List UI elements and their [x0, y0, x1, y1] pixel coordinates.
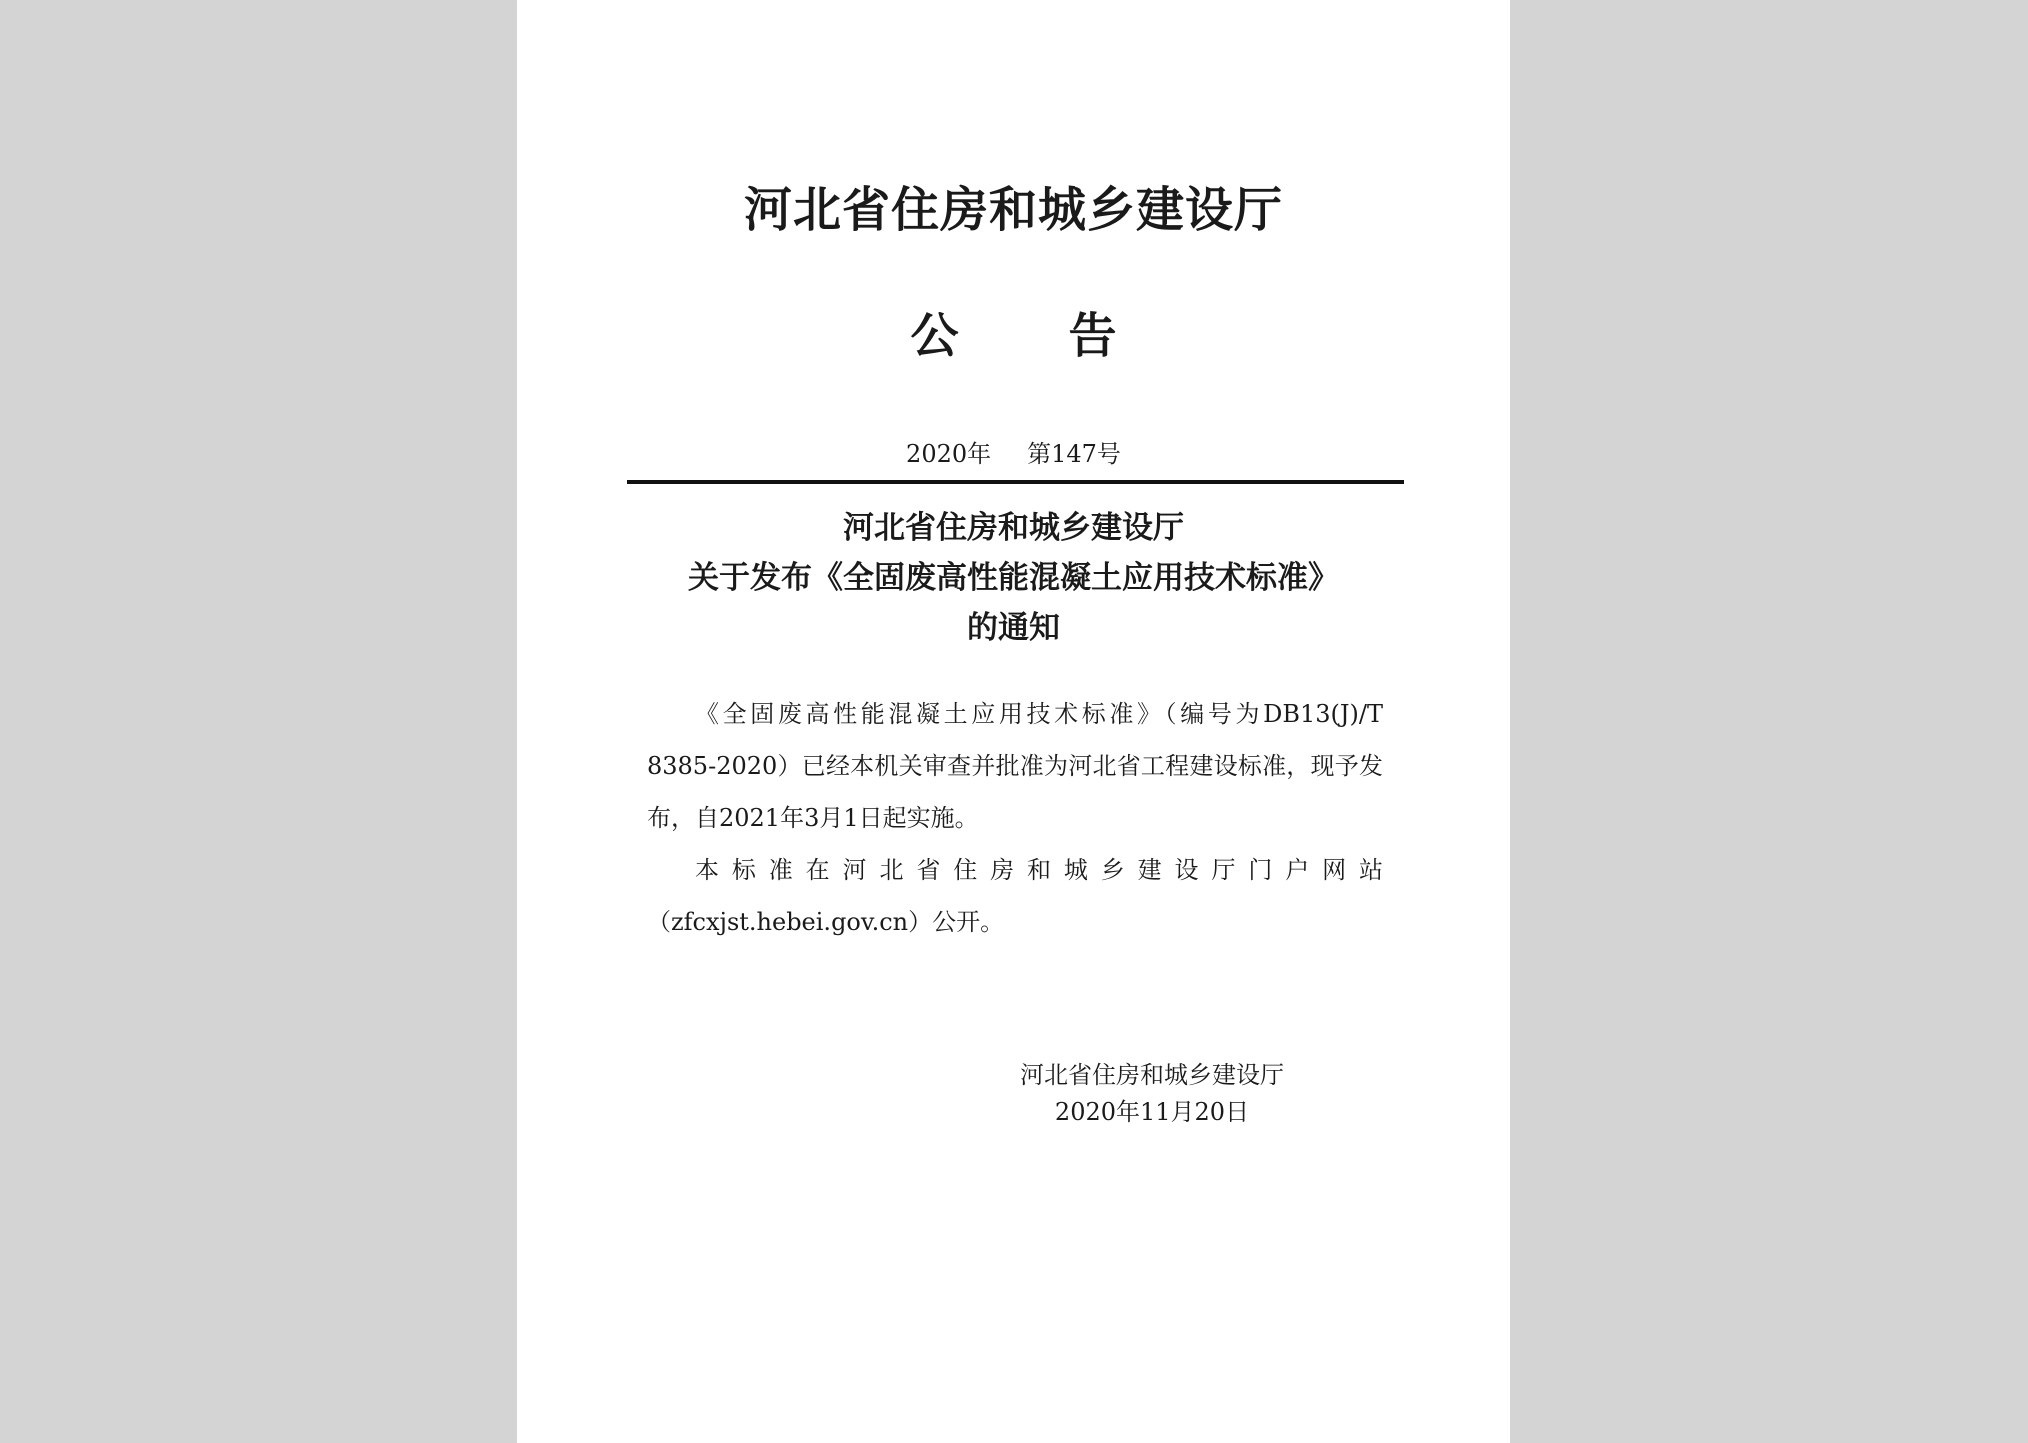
agency-title: 河北省住房和城乡建设厅 [743, 182, 1283, 238]
document-page [517, 0, 1510, 1443]
document-type-char-2: 告 [1068, 308, 1117, 364]
notice-title-line-2: 关于发布《全固废高性能混凝土应用技术标准》 [688, 560, 1339, 596]
notice-title-line-1: 河北省住房和城乡建设厅 [843, 510, 1184, 546]
signature-block [987, 1057, 1317, 1131]
notice-body [647, 688, 1383, 948]
body-paragraph-2: 本标准在河北省住房和城乡建设厅门户网站（zfcxjst.hebei.gov.cn）公开。 [647, 856, 1383, 936]
body-paragraph-1: 《全固废高性能混凝土应用技术标准》（编号为DB13(J)/T 8385-2020）已经本机关审查并批准为河北省工程建设标准，现予发布，自2021年3月1日起实施。 [647, 700, 1383, 832]
signature-agency: 河北省住房和城乡建设厅 [1020, 1061, 1284, 1089]
document-issue-number: 第147号 [1027, 440, 1121, 468]
document-type-char-1: 公 [910, 308, 959, 364]
notice-title-line-3: 的通知 [967, 610, 1060, 646]
signature-date: 2020年11月20日 [1054, 1098, 1250, 1126]
notice-title [517, 503, 1510, 653]
document-number [517, 436, 1510, 472]
document-year: 2020年 [906, 440, 992, 468]
header-divider [627, 480, 1404, 484]
document-type-heading [517, 304, 1510, 368]
